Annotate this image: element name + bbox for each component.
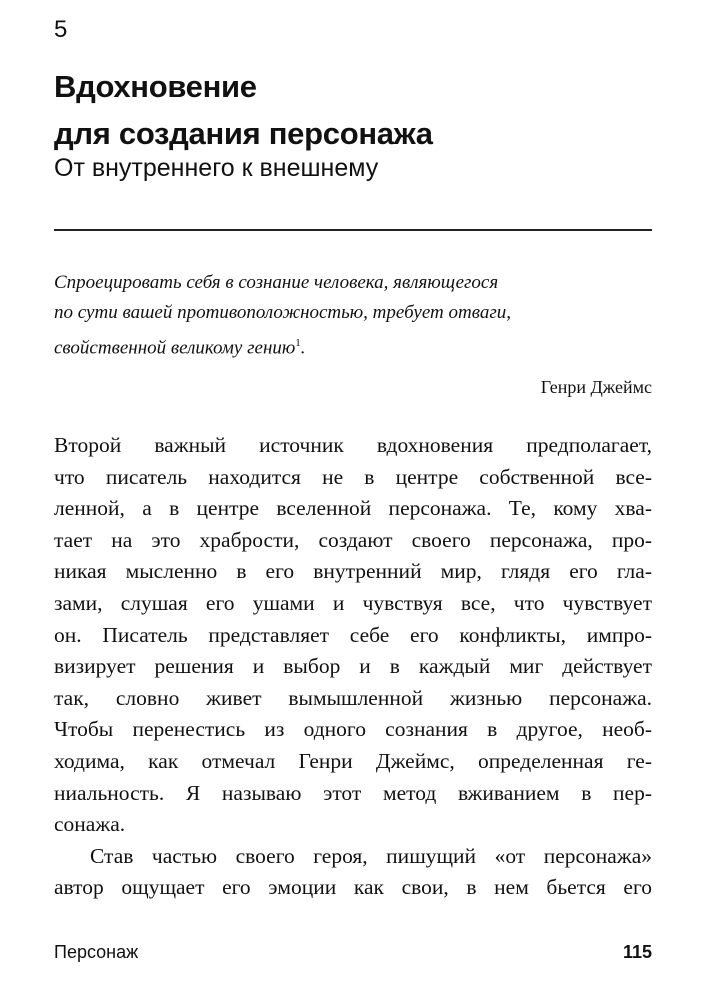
body-line: он. Писатель представляет себе его конфликты, импро-	[54, 622, 652, 647]
chapter-title	[54, 63, 433, 157]
chapter-title-line: для создания персонажа	[54, 116, 433, 151]
body-line: ходима, как отмечал Генри Джеймс, определенная ге-	[54, 748, 652, 773]
body-line: сонажа.	[54, 812, 126, 837]
body-line: что писатель находится не в центре собственной все-	[54, 464, 652, 489]
epigraph-line-text: свойственной великому гению	[54, 337, 296, 359]
body-line: ниальность. Я называю этот метод вживанием в пер-	[54, 780, 652, 805]
footnote-mark[interactable]: 1	[295, 337, 301, 349]
divider	[54, 229, 652, 231]
body-line: Став частью своего героя, пишущий «от персонажа»	[90, 843, 652, 868]
epigraph-line: Спроецировать себя в сознание человека, являющегося	[54, 272, 499, 293]
body-line: никая мысленно в его внутренний мир, глядя его гла-	[54, 559, 652, 584]
chapter-title-line: Вдохновение	[54, 69, 257, 104]
chapter-subtitle: От внутреннего к внешнему	[54, 154, 379, 182]
epigraph-line: по сути вашей противоположностью, требует отваги,	[54, 302, 511, 323]
epigraph-line	[54, 328, 654, 363]
epigraph	[54, 268, 654, 363]
body-line: ленной, а в центре вселенной персонажа. Те, кому хва-	[54, 496, 652, 521]
body-line: Второй важный источник вдохновения предполагает,	[54, 433, 652, 457]
body-line: визирует решения и выбор и в каждый миг действует	[54, 654, 652, 679]
chapter-number: 5	[54, 16, 68, 43]
page-number: 115	[622, 942, 652, 962]
body-line: тает на это храбрости, создают своего персонажа, про-	[54, 527, 652, 552]
epigraph-author: Генри Джеймс	[540, 377, 652, 397]
body-line: автор ощущает его эмоции как свои, в нем бьется его	[54, 875, 652, 900]
running-footer-section: Персонаж	[54, 942, 139, 962]
epigraph-period: .	[300, 337, 306, 359]
body-line: Чтобы перенестись из одного сознания в другое, необ-	[54, 717, 652, 742]
body-line: так, словно живет вымышленной жизнью персонажа.	[54, 685, 652, 710]
body-text	[54, 430, 652, 904]
body-line: зами, слушая его ушами и чувствуя все, что чувствует	[54, 590, 652, 615]
